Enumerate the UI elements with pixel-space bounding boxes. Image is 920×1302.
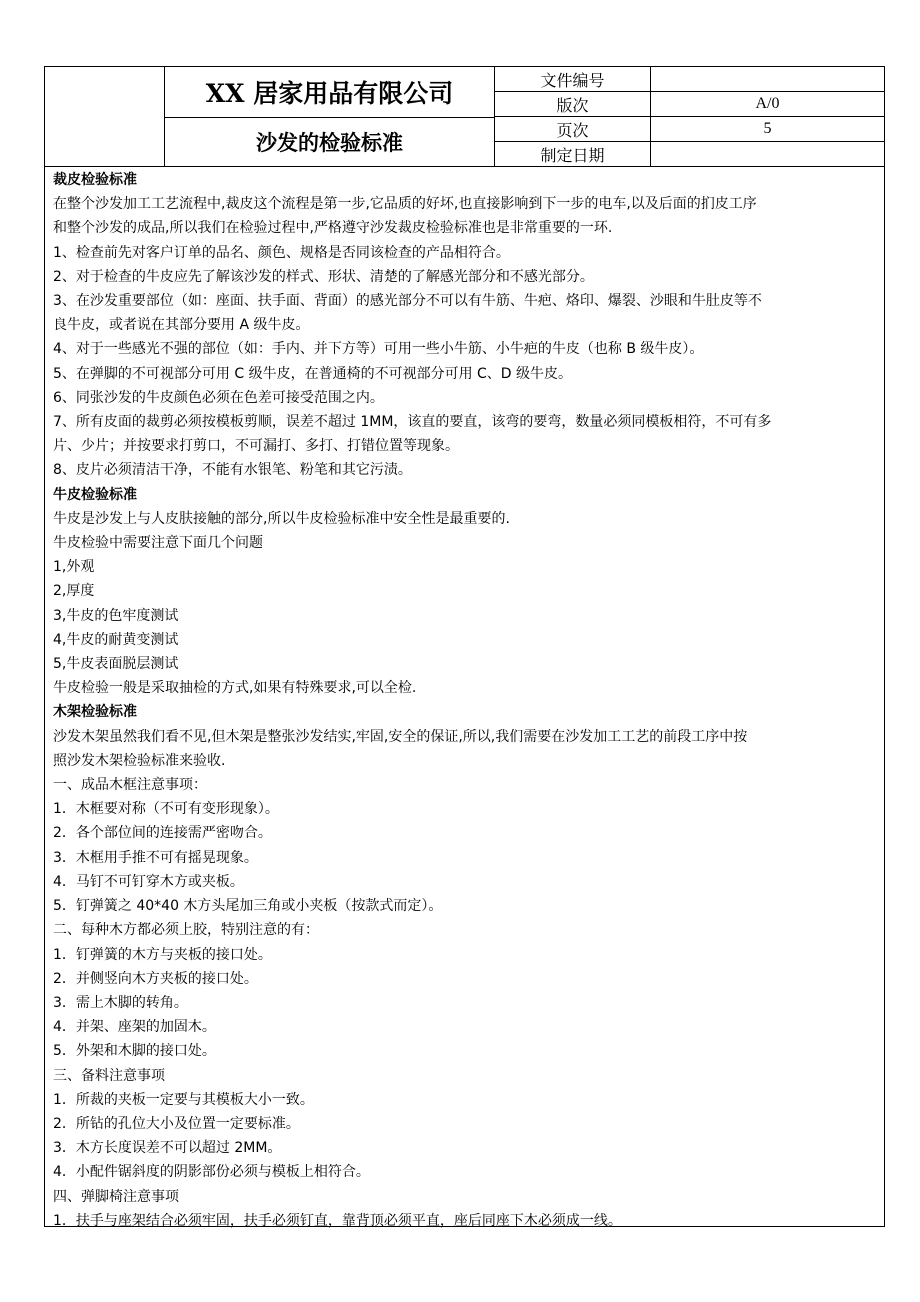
meta-label-version: 版次 bbox=[556, 95, 589, 115]
meta-value-version: A/0 bbox=[755, 95, 780, 112]
body-line: 良牛皮，或者说在其部分要用 A 级牛皮。 bbox=[53, 317, 310, 334]
body-line: 4．小配件锯斜度的阴影部份必须与模板上相符合。 bbox=[53, 1164, 370, 1181]
body-line: 四、弹脚椅注意事项 bbox=[53, 1188, 179, 1205]
body-line: 1．钉弹簧的木方与夹板的接口处。 bbox=[53, 946, 272, 963]
body-line: 沙发木架虽然我们看不见,但木架是整张沙发结实,牢固,安全的保证,所以,我们需要在沙发加工工艺的前段工序中按 bbox=[53, 728, 748, 745]
body-line: 3．木框用手推不可有摇晃现象。 bbox=[53, 849, 258, 866]
body-line: 一、成品木框注意事项： bbox=[53, 777, 207, 794]
company-name: XX 居家用品有限公司 bbox=[205, 79, 454, 108]
body-line: 5,牛皮表面脱层测试 bbox=[53, 656, 179, 673]
body-line: 3,牛皮的色牢度测试 bbox=[53, 607, 179, 624]
body-line: 牛皮是沙发上与人皮肤接触的部分,所以牛皮检验标准中安全性是最重要的. bbox=[53, 510, 510, 527]
meta-value-date bbox=[651, 142, 884, 166]
meta-label-page: 页次 bbox=[556, 120, 589, 140]
body-line: 牛皮检验中需要注意下面几个问题 bbox=[53, 535, 263, 552]
body-line: 照沙发木架检验标准来验收. bbox=[53, 752, 226, 769]
body-line: 2．并侧竖向木方夹板的接口处。 bbox=[53, 970, 258, 987]
body-line: 8、皮片必须清洁干净，不能有水银笔、粉笔和其它污渍。 bbox=[53, 462, 412, 479]
meta-value-file-number bbox=[651, 67, 884, 91]
section-heading: 木架检验标准 bbox=[53, 704, 137, 721]
body-line: 7、所有皮面的裁剪必须按模板剪顺，误差不超过 1MM，该直的要直，该弯的要弯，数量必须同模板相符，不可有多 bbox=[53, 414, 772, 431]
body-line: 4、对于一些感光不强的部位（如：手内、并下方等）可用一些小牛筋、小牛疤的牛皮（也称 B 级牛皮）。 bbox=[53, 341, 704, 358]
document-body bbox=[53, 168, 881, 1233]
body-line: 2、对于检查的牛皮应先了解该沙发的样式、形状、清楚的了解感光部分和不感光部分。 bbox=[53, 268, 594, 285]
body-line: 4．马钉不可钉穿木方或夹板。 bbox=[53, 873, 244, 890]
body-line: 牛皮检验一般是采取抽检的方式,如果有特殊要求,可以全检. bbox=[53, 680, 417, 697]
body-line: 3、在沙发重要部位（如：座面、扶手面、背面）的感光部分不可以有牛筋、牛疤、烙印、爆裂、沙眼和牛肚皮等不 bbox=[53, 293, 762, 310]
body-line: 3．木方长度误差不可以超过 2MM。 bbox=[53, 1140, 282, 1157]
section-heading: 牛皮检验标准 bbox=[53, 486, 137, 503]
body-line: 6、同张沙发的牛皮颜色必须在色差可接受范围之内。 bbox=[53, 389, 384, 406]
body-line: 5．外架和木脚的接口处。 bbox=[53, 1043, 216, 1060]
document-title: 沙发的检验标准 bbox=[256, 130, 403, 155]
body-line: 片、少片；并按要求打剪口，不可漏打、多打、打错位置等现象。 bbox=[53, 438, 459, 455]
body-line: 二、每种木方都必须上胶，特别注意的有： bbox=[53, 922, 319, 939]
body-line: 三、备料注意事项 bbox=[53, 1067, 165, 1084]
body-line: 1、检查前先对客户订单的品名、颜色、规格是否同该检查的产品相符合。 bbox=[53, 244, 510, 261]
body-line: 5．钉弹簧之 40*40 木方头尾加三角或小夹板（按款式而定）。 bbox=[53, 898, 443, 915]
body-line: 2,厚度 bbox=[53, 583, 95, 600]
body-line: 1．扶手与座架结合必须牢固，扶手必须钉直，靠背顶必须平直，座后同座下木必须成一线。 bbox=[53, 1212, 622, 1229]
body-line: 1．所裁的夹板一定要与其模板大小一致。 bbox=[53, 1091, 314, 1108]
body-line: 在整个沙发加工工艺流程中,裁皮这个流程是第一步,它品质的好坏,也直接影响到下一步的电车,以及后面的扪皮工序 bbox=[53, 196, 757, 213]
body-line: 4,牛皮的耐黄变测试 bbox=[53, 631, 179, 648]
body-line: 1．木框要对称（不可有变形现象）。 bbox=[53, 801, 279, 818]
body-line: 3．需上木脚的转角。 bbox=[53, 994, 188, 1011]
body-line: 5、在弹脚的不可视部分可用 C 级牛皮，在普通椅的不可视部分可用 C、D 级牛皮。 bbox=[53, 365, 573, 382]
meta-label-file-number: 文件编号 bbox=[540, 70, 605, 90]
body-line: 和整个沙发的成品,所以我们在检验过程中,严格遵守沙发裁皮检验标准也是非常重要的一环. bbox=[53, 220, 613, 237]
body-line: 4．并架、座架的加固木。 bbox=[53, 1019, 216, 1036]
meta-label-date: 制定日期 bbox=[540, 145, 605, 165]
document-sheet bbox=[44, 66, 885, 1227]
section-heading: 裁皮检验标准 bbox=[53, 172, 137, 188]
header-table bbox=[45, 67, 884, 167]
meta-value-page: 5 bbox=[763, 120, 772, 137]
body-line: 2．各个部位间的连接需严密吻合。 bbox=[53, 825, 272, 842]
body-line: 2．所钻的孔位大小及位置一定要标准。 bbox=[53, 1115, 300, 1132]
body-line: 1,外观 bbox=[53, 559, 95, 576]
